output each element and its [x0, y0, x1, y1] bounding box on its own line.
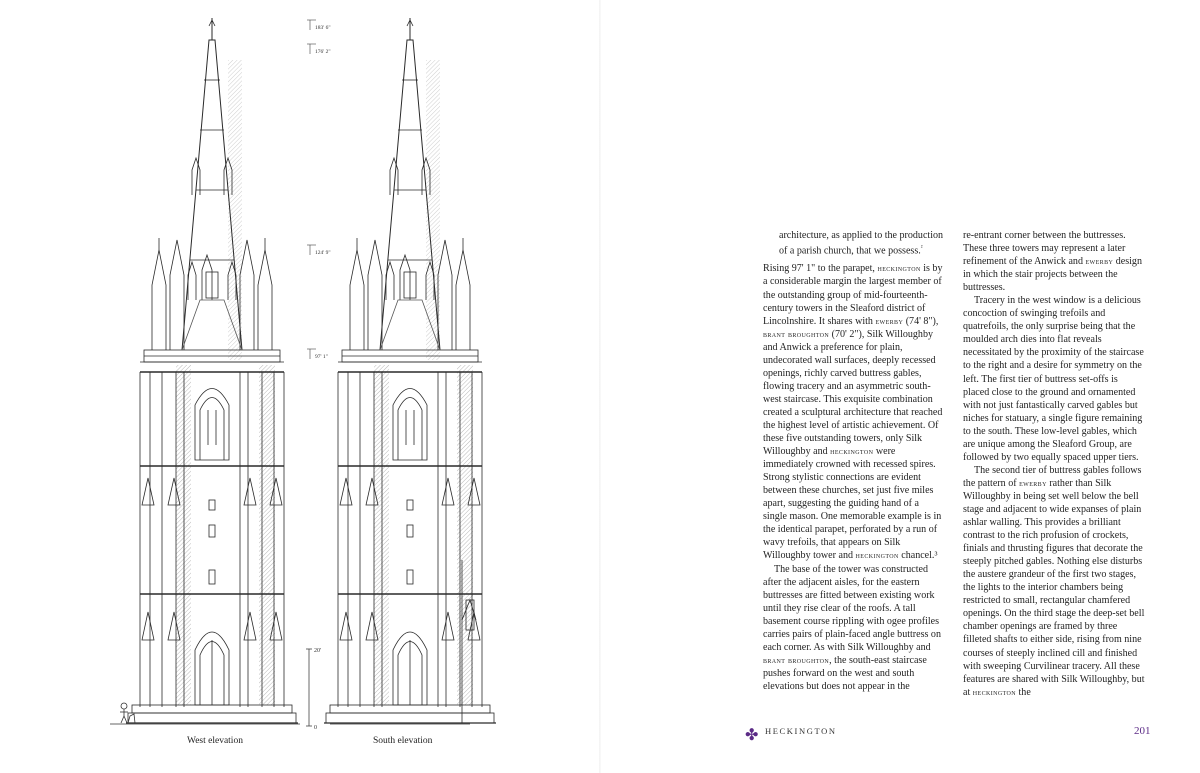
running-head: HECKINGTON [765, 726, 837, 736]
height-mark-1: 183' 6" [315, 25, 331, 31]
scale-bottom-label: 0 [314, 725, 317, 731]
paragraph: re-entrant corner between the buttresses. These three towers may represent a later refinement of the Anwick and ewerby design in which the stair projects between the buttresses. [963, 230, 1142, 294]
west-elevation-caption: West elevation [187, 736, 243, 746]
height-marks [307, 20, 316, 359]
height-mark-2: 176' 2" [315, 49, 331, 55]
paragraph: Tracery in the west window is a delicious concoction of swinging trefoils and quatrefoils, the only surprise being that the moulded arch dies into flat reveals necessitated by the proximity of the staircase to the right and a desire for symmetry on the left. The first tier of buttress set-offs is placed close to the ground and ornamented with not just fantastically carved gables but niches for statuary, a single figure remaining to the south. These low-level gables, which are unique among the Sleaford Group, are followed by two equally spaced upper tiers. [963, 295, 1144, 463]
paragraph: architecture, as applied to the production of a parish church, that we possess.$^{^2}$ [779, 230, 944, 257]
flower-ornament-icon: ✤ [745, 727, 759, 744]
south-elevation-tower [324, 18, 496, 723]
height-mark-3: 124' 9" [315, 250, 331, 256]
scale-top-label: 20' [314, 648, 322, 654]
paragraph: Rising 97' 1" to the parapet, heckington is by a considerable margin the largest member of the outstanding group of mid-fourteenth-century towers in the Sleaford district of Lincolnshire. It shares with ewerby (74' 8"), brant broughton (70' 2"), Silk Willoughby and Anwick a preference for plain, undecorated wall surfaces, deeply recessed openings, richly carved buttress gables, flowing tracery and an asymmetric south-west staircase. This exquisite combination created a sculptural architecture that reached the highest level of artistic achievement. Of these five outstanding towers, only Silk Willoughby and heckington were immediately crowned with recessed spires. Strong stylistic connections are evident between these churches, set just five miles apart, suggesting the guiding hand of a single mason. One memorable example is in the identical parapet, perforated by a run of wavy trefoils, that appears on Silk Willoughby tower and heckington chancel.³ [763, 263, 943, 562]
page-number: 201 [1134, 725, 1151, 737]
south-elevation-caption: South elevation [373, 736, 433, 746]
text-column-1 [763, 229, 945, 693]
text-column-2 [963, 229, 1145, 699]
scale-bar [306, 648, 321, 731]
west-elevation-tower [126, 18, 298, 723]
paragraph: The base of the tower was constructed after the adjacent aisles, for the eastern buttresses are fitted between existing work until they rise clear of the roofs. A tall basement course rippling with ogee profiles carries pairs of plain-faced angle buttress on each corner. As with Silk Willoughby and brant broughton, the south-east staircase pushes forward on the west and south elevations but does not appear in the [763, 563, 941, 692]
height-mark-4: 97' 1" [315, 354, 328, 360]
page-gutter [599, 0, 601, 773]
paragraph: The second tier of buttress gables follows the pattern of ewerby rather than Silk Willoughby in being set well below the bell stage and adjacent to wide expanses of plain ashlar walling. This provides a brilliant contrast to the rich profusion of crockets, finials and thrusting figures that decorate the steeply pitched gables. Nothing else disturbs the austere grandeur of the first two stages, the lights to the interior chambers being restricted to small, rectangular chamfered openings. On the third stage the deep-set bell chamber openings are framed by three filleted shafts to either side, rising from nine courses of steeply inclined cill and finished with sweeping Curvilinear tracery. All these features are shared with Silk Willoughby, but at heckington the [963, 464, 1145, 698]
